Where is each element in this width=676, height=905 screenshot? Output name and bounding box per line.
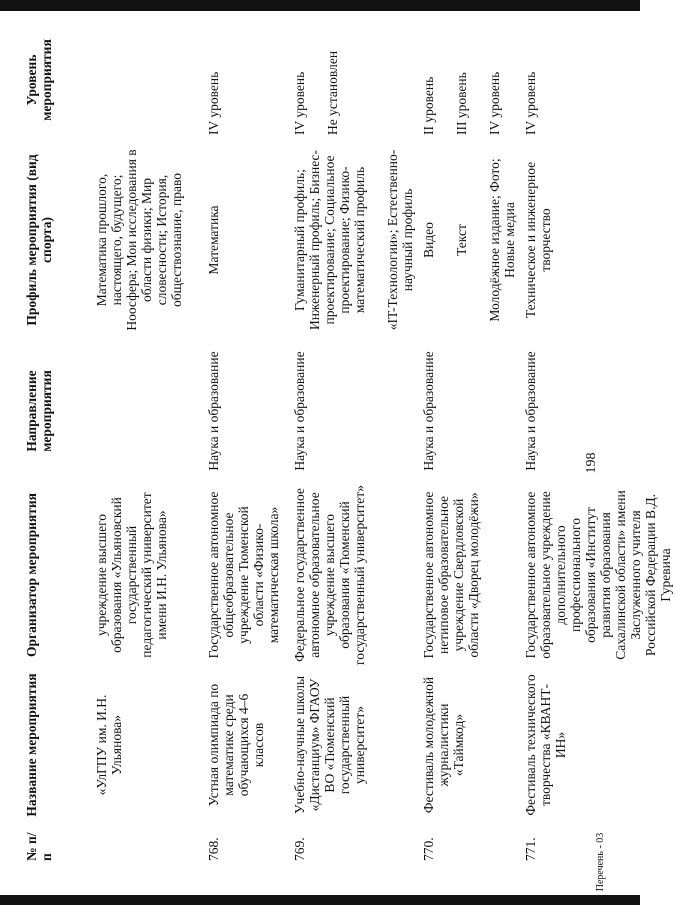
event-organizer: учреждение высшего образования «Ульяновский государственный педагогический университет имени И.Н. Ульянова» [94,492,169,658]
event-direction: Наука и образование [523,351,538,471]
event-name: Учебно-научные школы «Дистанциум» ФГАОУ ВО «Тюменский государственный университет» [292,675,367,815]
profile-gap [469,143,487,337]
level-line: IV уровень [523,71,538,135]
table-header-row [21,21,91,865]
event-level [520,21,676,139]
header-level: Уровень мероприятия [24,39,54,121]
table-row [203,21,289,865]
level-line: Не установлен [325,50,340,135]
event-direction [91,341,203,481]
profile-line: Математика прошлого, настоящего, будущего; Ноосфера; Мои исследования в области физики; Мир словесности; История, обществознание, право [94,149,184,331]
header-organizer: Организатор мероприятия [24,493,39,657]
scan-edge-top [0,0,640,11]
level-line: IV уровень [487,71,502,135]
event-organizer: Государственное автономное нетиповое образовательное учреждение Свердловской области «Дворец молодёжи» [421,491,481,659]
level-line: IV уровень [292,71,307,135]
event-level [289,21,418,139]
profile-line: Видео [421,222,436,258]
event-level [418,21,520,139]
level-line: IV уровень [206,71,221,135]
event-direction: Наука и образование [292,351,307,471]
event-direction: Наука и образование [206,351,221,471]
table-row [289,21,418,865]
event-direction: Наука и образование [421,351,436,471]
level-line: III уровень [454,72,469,135]
level-gap [469,25,487,135]
profile-line: Молодёжное издание; Фото; Новые медиа [487,158,517,322]
footer-code: Перечень - 03 [595,832,606,892]
header-profile: Профиль мероприятия (вид спорта) [24,154,54,326]
table-row [91,21,203,865]
table-body [91,21,676,865]
row-number: 771. [523,837,538,861]
scan-edge-bottom [0,895,640,905]
event-profile [203,139,289,341]
event-organizer: Федеральное государственное автономное образовательное учреждение высшего образования «Тюменский государственный университет» [292,485,367,665]
event-profile [289,139,418,341]
event-name: «УлГПУ им. И.Н. Ульянова» [94,694,124,796]
profile-line: Текст [454,224,469,256]
level-gap [436,25,454,135]
header-num: № п/п [24,832,54,861]
table-row [520,21,676,865]
events-table [21,21,676,865]
event-organizer: Государственное автономное общеобразовательное учреждение Тюменской области «Физико-математическая школа» [206,491,281,659]
event-profile [418,139,520,341]
row-number: 768. [206,837,221,861]
event-organizer: Государственное автономное образовательное учреждение дополнительного профессионального образования «Институт развития образования Сахалинской области» имени Заслуженного учителя Российской Федерации В.Д. Гуревича [523,490,673,660]
event-level [91,21,203,139]
profile-line: Гуманитарный профиль; Инженерный профиль; Бизнес-проектирование; Социальное проектирование; Физико-математический профиль [292,149,367,331]
event-profile [520,139,676,341]
level-gap [307,25,325,135]
row-number: 769. [292,837,307,861]
row-number [91,821,203,865]
event-level [203,21,289,139]
event-name: Фестиваль молодежной журналистики «Таймкод» [421,676,466,814]
header-name: Название мероприятия [24,673,39,817]
profile-line: Математика [206,205,221,275]
profile-gap [436,143,454,337]
profile-gap [367,143,385,337]
event-name: Устная олимпиада по математике среди обучающихся 4–6 классов [206,683,266,807]
profile-line: Техническое и инженерное творчество [523,161,553,319]
profile-line: «IT-Технологии»; Естественно-научный профиль [385,149,415,331]
table-row [418,21,520,865]
row-number: 770. [421,837,436,861]
header-direction: Направление мероприятия [24,370,54,452]
event-profile [91,139,203,341]
page-number: 198 [584,452,599,474]
event-name: Фестиваль технического творчества «КВАНТ-ИН» [523,674,568,816]
level-line: II уровень [421,76,436,135]
